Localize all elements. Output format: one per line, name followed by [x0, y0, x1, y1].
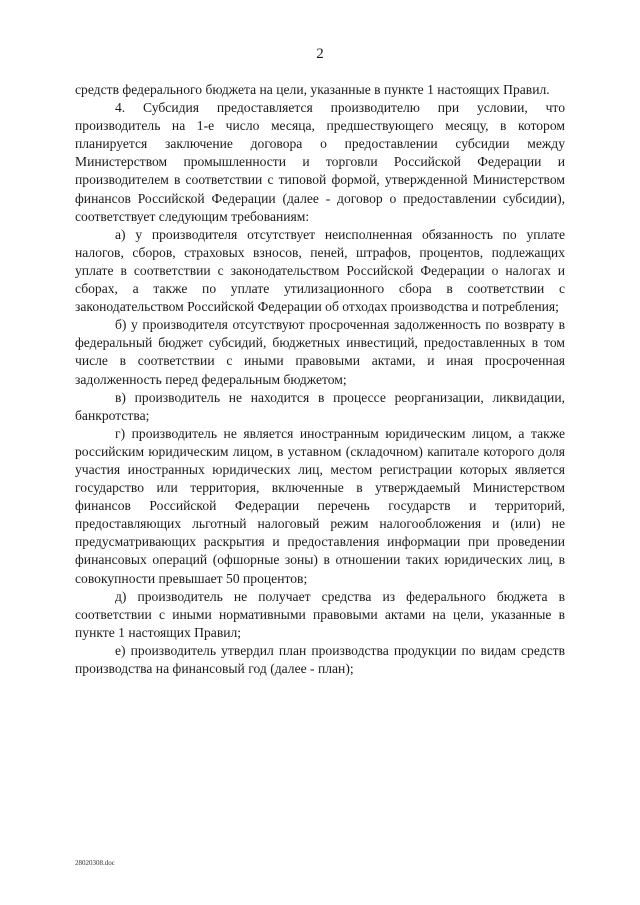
page-number: 2 [316, 46, 324, 62]
paragraph-item-4: 4. Субсидия предоставляется производителю при условии, что производитель на 1-е число месяца, предшествующего месяцу, в котором планируется заключение договора о предоставлении субсидии между Министерством промышленности и торговли Российской Федерации и производителем в соответствии с типовой формой, утвержденной Министерством финансов Российской Федерации (далее - договор о предоставлении субсидии), соответствует следующим требованиям: [75, 100, 565, 224]
paragraph-continuation: средств федерального бюджета на цели, указанные в пункте 1 настоящих Правил. [75, 82, 550, 97]
paragraph-subitem-b: б) у производителя отсутствуют просроченная задолженность по возврату в федеральный бюджет субсидий, бюджетных инвестиций, предоставленных в том числе в соответствии с иными правовыми актами, и иная просроченная задолженность перед федеральным бюджетом; [75, 317, 565, 387]
paragraph-subitem-v: в) производитель не находится в процессе реорганизации, ликвидации, банкротства; [75, 389, 565, 423]
document-code: 28020308.doc [75, 859, 115, 867]
paragraph-subitem-e: е) производитель утвердил план производства продукции по видам средств производства на финансовый год (далее - план); [75, 642, 565, 676]
paragraph-subitem-g: г) производитель не является иностранным юридическим лицом, а также российским юридическим лицом, в уставном (складочном) капитале которого доля участия иностранных юридических лиц, местом регистрации которых является государство или территория, включенные в утверждаемый Министерством финансов Российской Федерации перечень государств и территорий, предоставляющих льготный налоговый режим налогообложения и (или) не предусматривающих раскрытия и предоставления информации при проведении финансовых операций (офшорные зоны) в отношении таких юридических лиц, в совокупности превышает 50 процентов; [75, 425, 565, 586]
paragraph-subitem-d: д) производитель не получает средства из федерального бюджета в соответствии с иными нормативными правовыми актами на цели, указанные в пункте 1 настоящих Правил; [75, 588, 565, 640]
document-body [75, 81, 565, 678]
paragraph-subitem-a: а) у производителя отсутствует неисполненная обязанность по уплате налогов, сборов, страховых взносов, пеней, штрафов, процентов, подлежащих уплате в соответствии с законодательством Российской Федерации о налогах и сборах, а также по уплате утилизационного сбора в соответствии с законодательством Российской Федерации об отходах производства и потребления; [75, 226, 565, 315]
